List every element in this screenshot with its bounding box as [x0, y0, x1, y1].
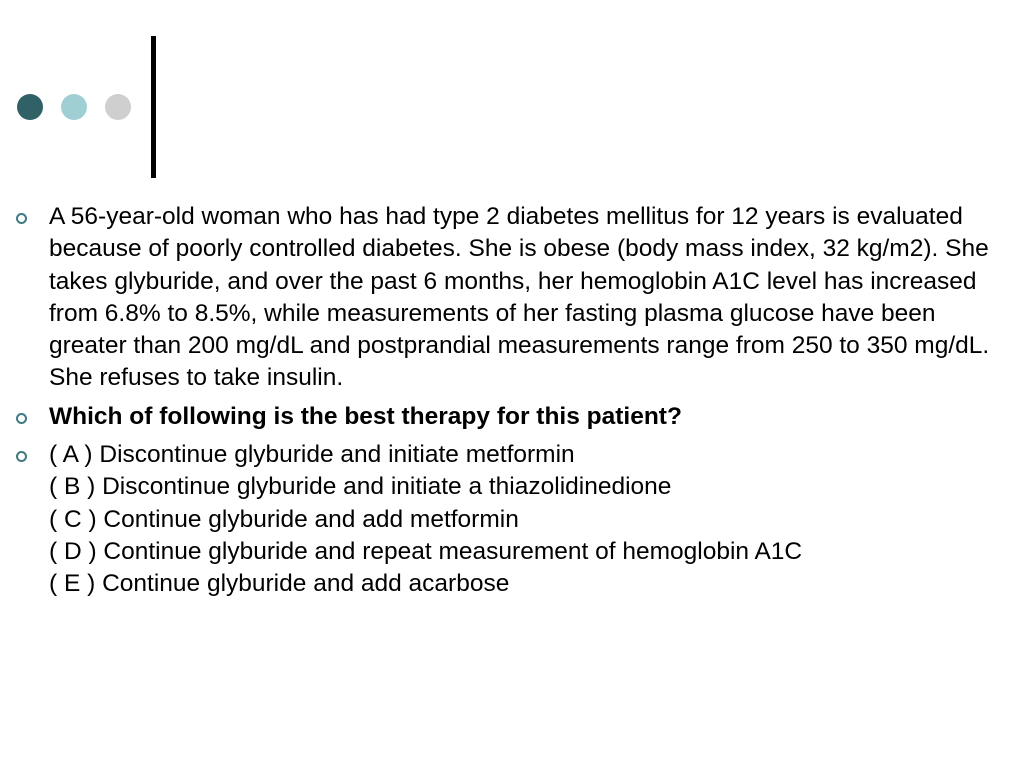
answer-option-d: ( D ) Continue glyburide and repeat measurement of hemoglobin A1C — [49, 537, 803, 565]
question-stem-text: A 56-year-old woman who has had type 2 diabetes mellitus for 12 years is evaluated because of poorly controlled diabetes. She is obese (body mass index, 32 kg/m2). She takes glyburide, and over the past 6 months, her hemoglobin A1C level has increased from 6.8% to 8.5%, while measurements of her fasting plasma glucose have been greater than 200 mg/dL and postprandial measurements range from 250 to 350 mg/dL. She refuses to take insulin. — [49, 203, 990, 392]
decorative-dots — [17, 94, 131, 120]
answer-option-c: ( C ) Continue glyburide and add metformin — [49, 505, 519, 533]
bullet-circle-icon — [16, 213, 27, 224]
bullet-question-stem — [0, 201, 1024, 395]
bullet-question — [0, 401, 1024, 433]
decorative-dot-gray — [105, 94, 131, 120]
answer-option-e: ( E ) Continue glyburide and add acarbose — [49, 570, 510, 598]
title-divider-line — [151, 36, 156, 178]
decorative-dot-dark — [17, 94, 43, 120]
answer-option-b: ( B ) Discontinue glyburide and initiate a thiazolidinedione — [49, 473, 672, 501]
bullet-circle-icon — [16, 451, 27, 462]
slide-body — [0, 201, 1024, 607]
bullet-answer-options — [0, 439, 1024, 600]
decorative-dot-light — [61, 94, 87, 120]
bullet-circle-icon — [16, 413, 27, 424]
question-text: Which of following is the best therapy for this patient? — [49, 402, 682, 430]
answer-option-a: ( A ) Discontinue glyburide and initiate metformin — [49, 441, 575, 469]
